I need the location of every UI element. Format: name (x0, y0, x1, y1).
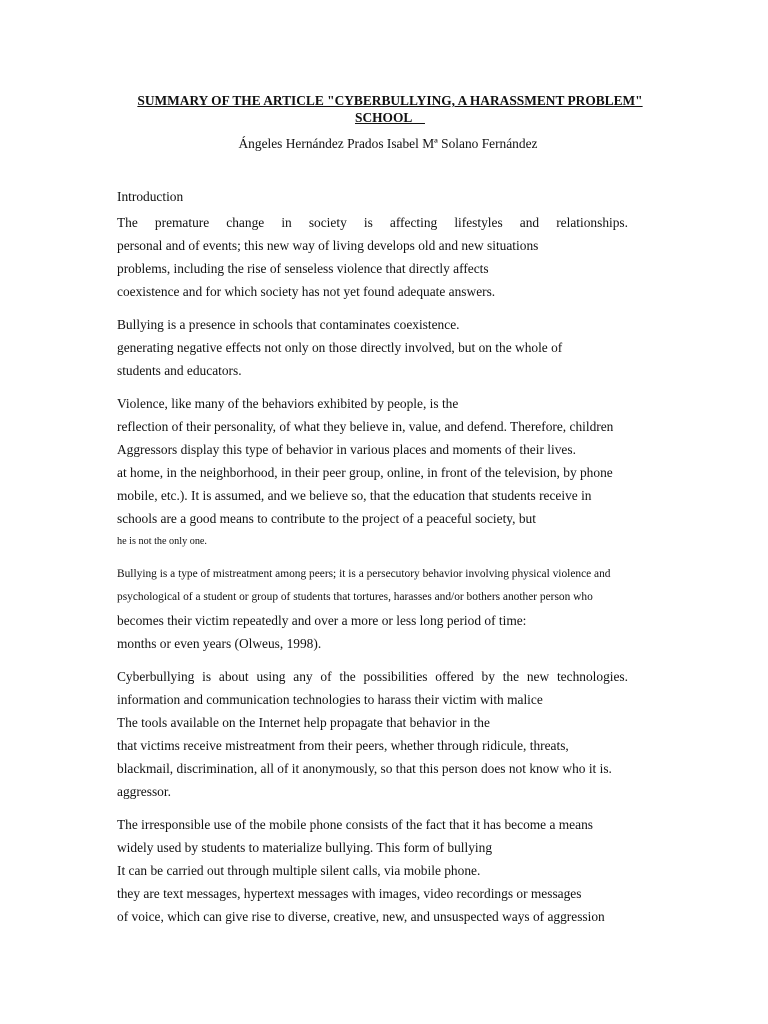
section-heading: Introduction (117, 189, 184, 204)
paragraph-line: generating negative effects not only on those directly involved, but on the whole of (117, 340, 563, 355)
article-title-line-2: SCHOOL (355, 110, 425, 125)
paragraph-line: coexistence and for which society has not yet found adequate answers. (117, 284, 496, 299)
paragraph-line: that victims receive mistreatment from their peers, whether through ridicule, threats, (117, 738, 569, 753)
paragraph-line: The irresponsible use of the mobile phone consists of the fact that it has become a means (117, 817, 593, 832)
paragraph-line: mobile, etc.). It is assumed, and we believe so, that the education that students receive in (117, 488, 592, 503)
paragraph-line: of voice, which can give rise to diverse, creative, new, and unsuspected ways of aggression (117, 909, 605, 924)
paragraph-line: they are text messages, hypertext messages with images, video recordings or messages (117, 886, 582, 901)
article-title-line-1: SUMMARY OF THE ARTICLE "CYBERBULLYING, A HARASSMENT PROBLEM" (137, 93, 643, 108)
paragraph-line: The tools available on the Internet help propagate that behavior in the (117, 715, 490, 730)
paragraph-line: aggressor. (117, 784, 171, 799)
paragraph-line: he is not the only one. (117, 536, 207, 547)
paragraph-line: information and communication technologies to harass their victim with malice (117, 692, 543, 707)
paragraph-line: months or even years (Olweus, 1998). (117, 636, 322, 651)
paragraph-line: reflection of their personality, of what they believe in, value, and defend. Therefore, children (117, 419, 614, 434)
paragraph-line: Bullying is a type of mistreatment among peers; it is a persecutory behavior involving physical violence and (117, 568, 611, 580)
paragraph-line: It can be carried out through multiple silent calls, via mobile phone. (117, 863, 481, 878)
paragraph-line: Aggressors display this type of behavior in various places and moments of their lives. (117, 442, 576, 457)
paragraph-line: students and educators. (117, 363, 242, 378)
paragraph-line: Violence, like many of the behaviors exhibited by people, is the (117, 396, 459, 411)
paragraph-line: schools are a good means to contribute to the project of a peaceful society, but (117, 511, 536, 526)
paragraph-line: Bullying is a presence in schools that contaminates coexistence. (117, 317, 460, 332)
paragraph-line: psychological of a student or group of students that tortures, harasses and/or bothers another person who (117, 591, 593, 603)
paragraph-line: The premature change in society is affecting lifestyles and relationships. (117, 215, 628, 230)
paragraph-line: becomes their victim repeatedly and over a more or less long period of time: (117, 613, 527, 628)
paragraph-line: at home, in the neighborhood, in their peer group, online, in front of the television, by phone (117, 465, 613, 480)
paragraph-line: widely used by students to materialize bullying. This form of bullying (117, 840, 493, 855)
paragraph-line: personal and of events; this new way of living develops old and new situations (117, 238, 539, 253)
paragraph-line: Cyberbullying is about using any of the possibilities offered by the new technologies. (117, 669, 628, 684)
paragraph-line: problems, including the rise of senseless violence that directly affects (117, 261, 489, 276)
authors: Ángeles Hernández Prados Isabel Mª Solano Fernández (238, 136, 538, 151)
paragraph-line: blackmail, discrimination, all of it anonymously, so that this person does not know who it is. (117, 761, 612, 776)
